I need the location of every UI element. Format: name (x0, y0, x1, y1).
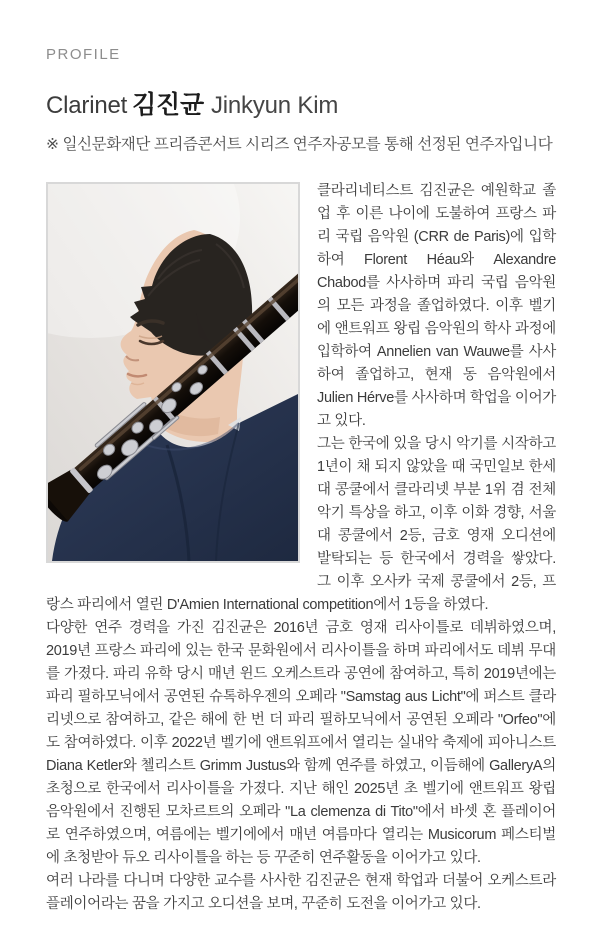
page-title (46, 91, 556, 120)
bio-paragraph-3: 다양한 연주 경력을 가진 김진균은 2016년 금호 영재 리사이틀로 데뷔하였으며, 2019년 프랑스 파리에 있는 한국 문화원에서 리사이틀을 하며 파리에서도 데뷔 무대를 가졌다. 파리 유학 당시 매년 윈드 오케스트라 공연에 참여하고, 특히 2019년에는 파리 필하모닉에서 공연된 슈톡하우젠의 오페라 "Samstag aus Licht"에 퍼스트 클라리넷으로 참여하고, 같은 해에 한 번 더 파리 필하모닉에서 공연된 오페라 "Orfeo"에도 참여하였다. 이후 2022년 벨기에 앤트워프에서 열리는 실내악 축제에 피아니스트 Diana Ketler와 첼리스트 Grimm Justus와 함께 연주를 하였고, 이듬해에 GalleryA의 초청으로 한국에서 리사이틀을 가졌다. 지난 해인 2025년 초 벨기에 앤트워프 왕립 음악원에서 진행된 모차르트의 오페라 "La clemenza di Tito"에서 바셋 혼 플레이어로 연주하였으며, 여름에는 벨기에에서 매년 여름마다 열리는 Musicorum 페스티벌에 초청받아 듀오 리사이틀을 하는 등 꾸준히 연주활동을 이어가고 있다. (46, 619, 556, 866)
bio-paragraph-1: 클라리네티스트 김진균은 예원학교 졸업 후 이른 나이에 도불하여 프랑스 파리 국립 음악원 (CRR de Paris)에 입학하여 Florent Héau와 Alexandre Chabod를 사사하며 파리 국립 음악원의 모든 과정을 졸업하였다. 이후 벨기에 앤트워프 왕립 음악원의 학사 과정에 입학하여 Annelien van Wauwe를 사사하여 졸업하고, 현재 동 음악원에서 Julien Hérve를 사사하며 학업을 이어가고 있다. (317, 182, 556, 429)
bio-paragraph-4: 여러 나라를 다니며 다양한 교수를 사사한 김진균은 현재 학업과 더불어 오케스트라 플레이어라는 꿈을 가지고 오디션을 보며, 꾸준히 도전을 이어가고 있다. (46, 872, 556, 912)
artist-photo (46, 182, 300, 563)
clarinetist-portrait-illustration (48, 184, 298, 561)
profile-label: PROFILE (46, 46, 121, 63)
title-instrument: Clarinet (46, 92, 128, 119)
title-name-korean: 김진균 (132, 91, 204, 119)
bio-paragraph-2: 그는 한국에 있을 당시 악기를 시작하고 1년이 채 되지 않았을 때 국민일보 한세대 콩쿨에서 클라리넷 부분 1위 겸 전체 악기 특상을 하고, 이후 이화 경향, 서울대 콩쿨에서 2등, 금호 영재 오디션에 발탁되는 등 한국에서 경력을 쌓았다. 그 이후 오사카 국제 콩쿨에서 2등, 프랑스 파리에서 열린 D'Amien International competition에서 1등을 하였다. (46, 435, 556, 613)
biography-section (46, 180, 556, 916)
title-name-english: Jinkyun Kim (210, 92, 339, 119)
selection-notice: ※ 일신문화재단 프리즘콘서트 시리즈 연주자공모를 통해 선정된 연주자입니다 (46, 135, 553, 153)
